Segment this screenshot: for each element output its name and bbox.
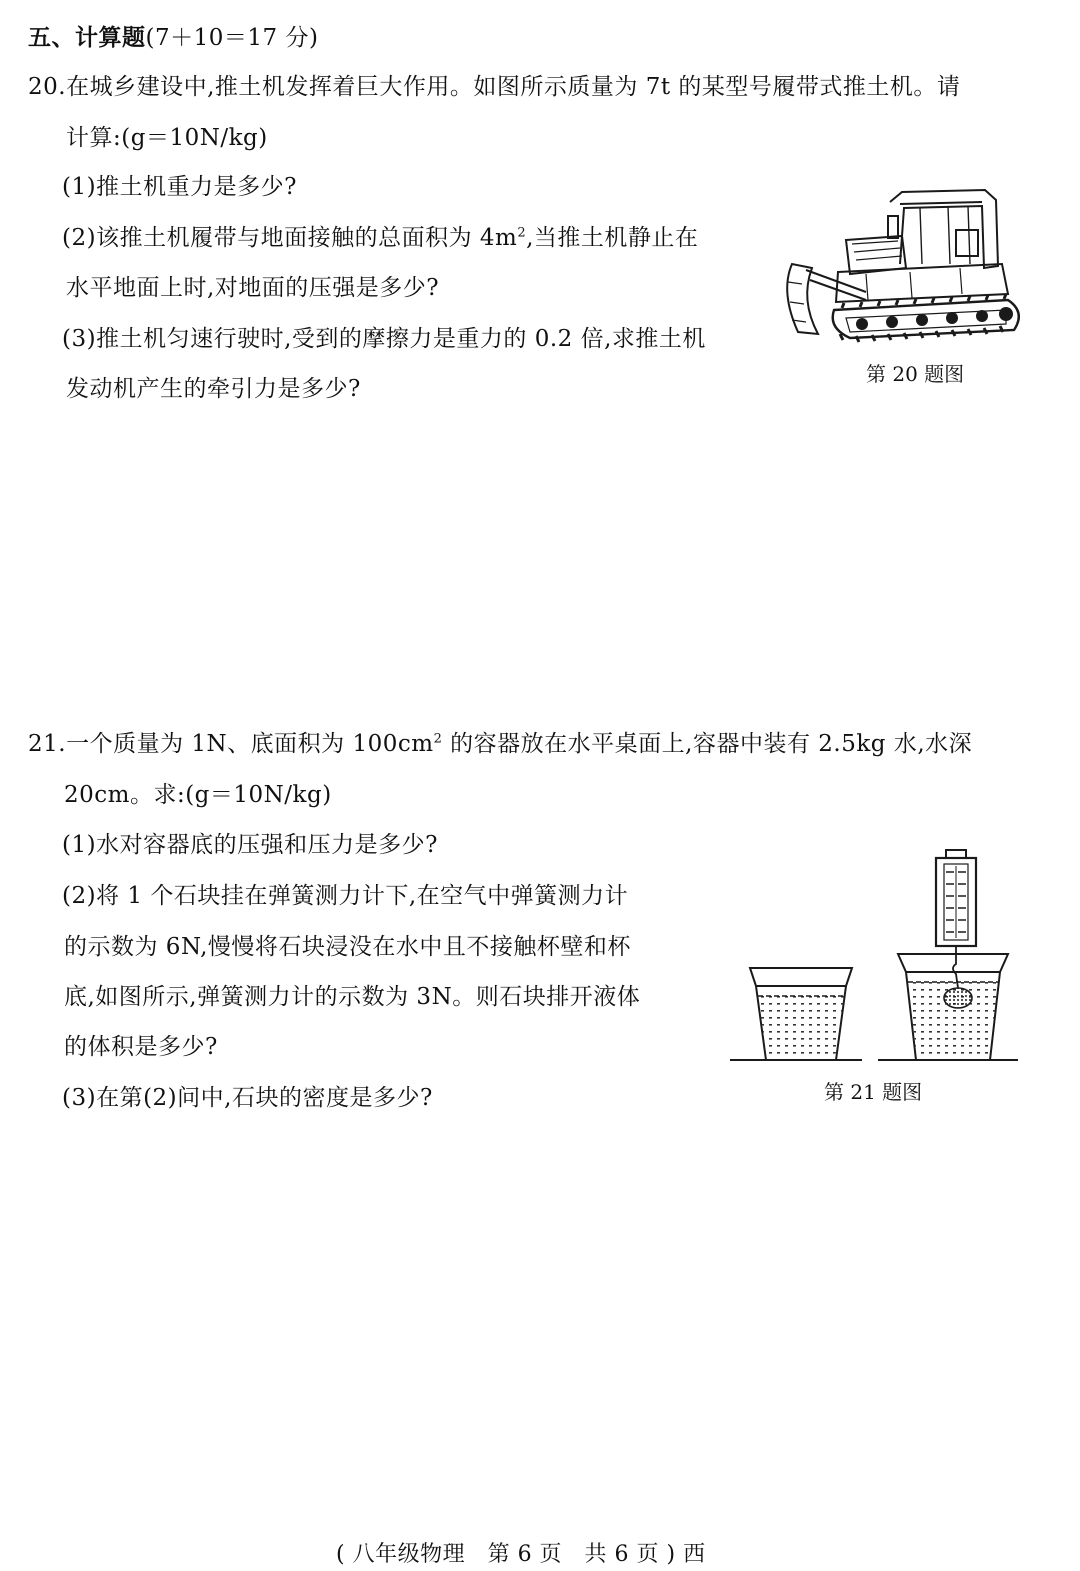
bulldozer-figure [770, 182, 1032, 360]
q20-part2-line2: 水平地面上时,对地面的压强是多少? [66, 275, 440, 301]
q20-intro-line1: 20.在城乡建设中,推土机发挥着巨大作用。如图所示质量为 7t 的某型号履带式推土机。请 [28, 74, 961, 100]
q20-part2-text-a: (2)该推土机履带与地面接触的总面积为 4m [62, 225, 518, 251]
q21-intro-superscript: 2 [433, 731, 443, 747]
page-footer: ( 八年级物理 第 6 页 共 6 页 ) 西 [336, 1542, 706, 1567]
q20-figure-caption: 第 20 题图 [866, 362, 965, 386]
section-title: 五、计算题 [28, 24, 146, 51]
q20-part3-line2: 发动机产生的牵引力是多少? [66, 376, 361, 402]
q21-part1: (1)水对容器底的压强和压力是多少? [62, 832, 438, 858]
q21-intro-text-a: 21.一个质量为 1N、底面积为 100cm [28, 731, 434, 757]
q20-part1: (1)推土机重力是多少? [62, 174, 297, 200]
q21-figure-caption: 第 21 题图 [824, 1080, 923, 1104]
q21-intro-line1 [28, 733, 972, 756]
q20-part3-line1: (3)推土机匀速行驶时,受到的摩擦力是重力的 0.2 倍,求推土机 [62, 326, 706, 352]
q21-intro-line2: 20cm。求:(g＝10N/kg) [64, 782, 332, 808]
q21-part2-line1: (2)将 1 个石块挂在弹簧测力计下,在空气中弹簧测力计 [62, 883, 629, 909]
section-score: (7＋10＝17 分) [145, 25, 319, 51]
q21-part2-line2: 的示数为 6N,慢慢将石块浸没在水中且不接触杯壁和杯 [64, 934, 631, 960]
q20-part2-text-b: ,当推土机静止在 [526, 225, 699, 251]
q21-part2-line4: 的体积是多少? [64, 1034, 218, 1060]
q21-part3: (3)在第(2)问中,石块的密度是多少? [62, 1085, 433, 1111]
section-heading [28, 26, 318, 50]
q21-part2-line3: 底,如图所示,弹簧测力计的示数为 3N。则石块排开液体 [64, 984, 641, 1010]
beakers-figure [728, 846, 1020, 1068]
q21-intro-text-b: 的容器放在水平桌面上,容器中装有 2.5kg 水,水深 [442, 731, 973, 757]
q20-intro-line2: 计算:(g＝10N/kg) [66, 125, 268, 151]
q20-part2-superscript: 2 [517, 225, 527, 241]
q20-part2-line1 [62, 227, 698, 250]
